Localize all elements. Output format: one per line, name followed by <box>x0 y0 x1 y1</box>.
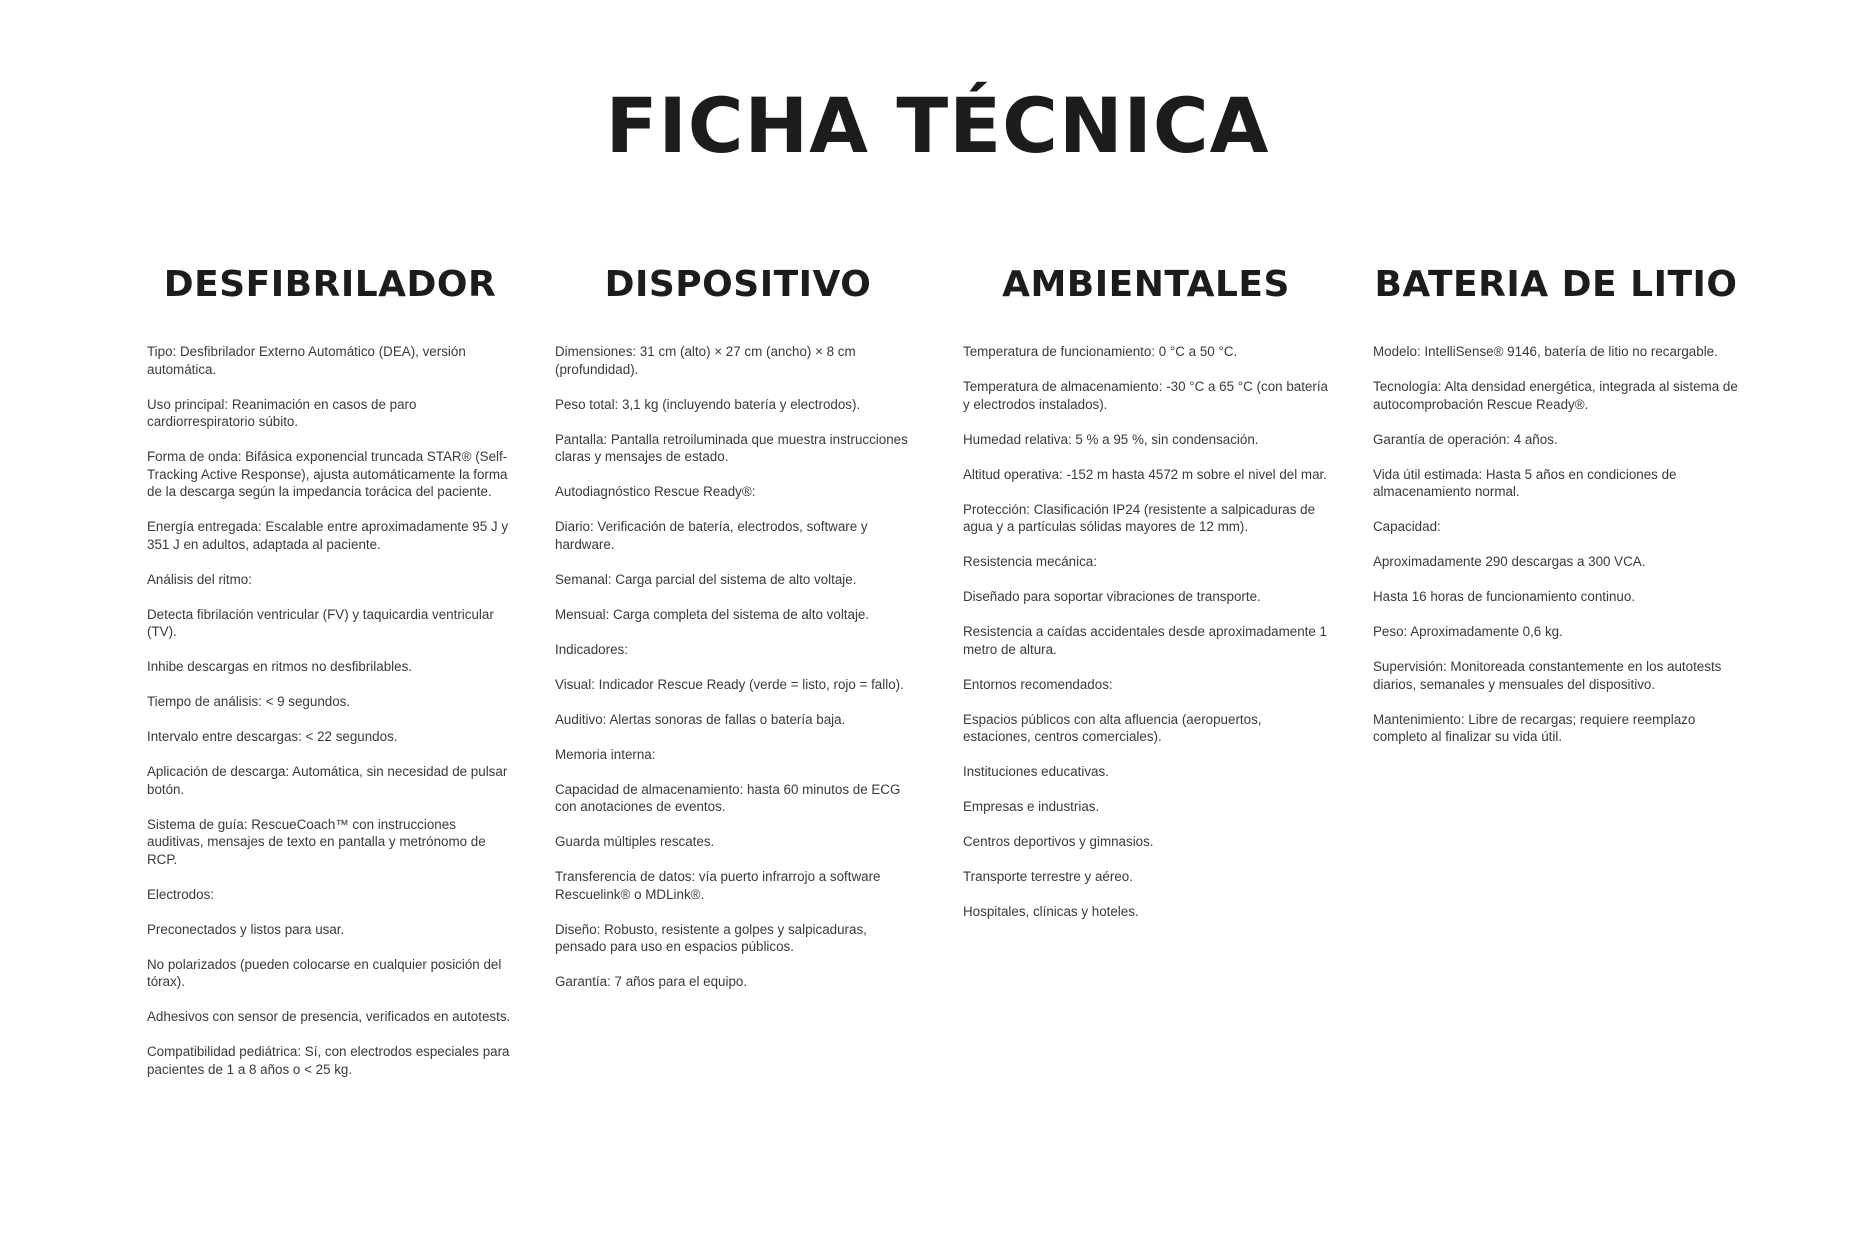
column-ambientales <box>963 264 1329 938</box>
spec-item: Mantenimiento: Libre de recargas; requiere reemplazo completo al finalizar su vida útil. <box>1373 711 1696 744</box>
spec-item: Espacios públicos con alta afluencia (aeropuertos, estaciones, centros comerciales). <box>963 711 1262 744</box>
spec-item: Diseño: Robusto, resistente a golpes y salpicaduras, pensado para uso en espacios públicos. <box>555 921 867 954</box>
spec-item: Vida útil estimada: Hasta 5 años en condiciones de almacenamiento normal. <box>1373 466 1677 499</box>
spec-item: Garantía: 7 años para el equipo. <box>555 974 748 989</box>
spec-item: Resistencia mecánica: <box>963 554 1097 569</box>
spec-item: Preconectados y listos para usar. <box>147 921 345 937</box>
spec-item: Visual: Indicador Rescue Ready (verde = listo, rojo = fallo). <box>555 676 904 692</box>
column-heading: DISPOSITIVO <box>604 264 872 305</box>
spec-item: Análisis del ritmo: <box>147 571 252 587</box>
column-heading: AMBIENTALES <box>1002 264 1290 305</box>
column-heading: BATERIA DE LITIO <box>1374 264 1738 305</box>
spec-list <box>963 343 1329 921</box>
spec-item: Mensual: Carga completa del sistema de alto voltaje. <box>555 606 870 622</box>
spec-item: Detecta fibrilación ventricular (FV) y taquicardia ventricular (TV). <box>147 606 494 639</box>
spec-list <box>1373 343 1739 746</box>
spec-item: Compatibilidad pediátrica: Sí, con electrodos especiales para pacientes de 1 a 8 años o < 25 kg. <box>147 1044 510 1077</box>
spec-item: Peso total: 3,1 kg (incluyendo batería y electrodos). <box>555 396 861 412</box>
spec-item: Peso: Aproximadamente 0,6 kg. <box>1373 624 1563 639</box>
spec-item: Energía entregada: Escalable entre aproximadamente 95 J y 351 J en adultos, adaptada al paciente. <box>147 519 509 552</box>
spec-item: Protección: Clasificación IP24 (resistente a salpicaduras de agua y a partículas sólidas mayores de 12 mm). <box>963 501 1316 534</box>
spec-list <box>147 343 513 1078</box>
spec-item: No polarizados (pueden colocarse en cualquier posición del tórax). <box>147 956 502 989</box>
spec-item: Modelo: IntelliSense® 9146, batería de litio no recargable. <box>1373 344 1718 359</box>
spec-item: Pantalla: Pantalla retroiluminada que muestra instrucciones claras y mensajes de estado. <box>555 431 908 464</box>
spec-item: Supervisión: Monitoreada constantemente en los autotests diarios, semanales y mensuales del dispositivo. <box>1373 659 1722 692</box>
spec-item: Transferencia de datos: vía puerto infrarrojo a software Rescuelink® o MDLink®. <box>555 869 881 902</box>
spec-item: Transporte terrestre y aéreo. <box>963 869 1133 884</box>
spec-item: Resistencia a caídas accidentales desde aproximadamente 1 metro de altura. <box>963 624 1327 657</box>
spec-item: Adhesivos con sensor de presencia, verificados en autotests. <box>147 1009 511 1024</box>
spec-item: Autodiagnóstico Rescue Ready®: <box>555 484 756 499</box>
spec-item: Forma de onda: Bifásica exponencial truncada STAR® (Self-Tracking Active Response), ajusta automáticamente la forma de la descarga según la impedancia torácica del paciente. <box>147 449 508 499</box>
spec-item: Instituciones educativas. <box>963 764 1109 779</box>
spec-item: Guarda múltiples rescates. <box>555 834 715 849</box>
spec-item: Diseñado para soportar vibraciones de transporte. <box>963 589 1261 604</box>
spec-item: Tecnología: Alta densidad energética, integrada al sistema de autocomprobación Rescue Ready®. <box>1373 379 1738 412</box>
spec-item: Intervalo entre descargas: < 22 segundos. <box>147 729 398 744</box>
spec-item: Tipo: Desfibrilador Externo Automático (DEA), versión automática. <box>147 344 466 377</box>
column-desfibrilador <box>147 264 513 1096</box>
spec-item: Temperatura de almacenamiento: -30 °C a 65 °C (con batería y electrodos instalados). <box>963 379 1329 412</box>
spec-item: Diario: Verificación de batería, electrodos, software y hardware. <box>555 519 868 552</box>
spec-item: Hasta 16 horas de funcionamiento continuo. <box>1373 589 1636 604</box>
spec-list <box>555 343 921 991</box>
spec-item: Electrodos: <box>147 886 214 902</box>
spec-item: Capacidad: <box>1373 519 1441 534</box>
spec-item: Aproximadamente 290 descargas a 300 VCA. <box>1373 554 1646 569</box>
spec-item: Inhibe descargas en ritmos no desfibrilables. <box>147 659 412 674</box>
spec-item: Hospitales, clínicas y hoteles. <box>963 904 1139 919</box>
spec-item: Altitud operativa: -152 m hasta 4572 m sobre el nivel del mar. <box>963 466 1327 482</box>
spec-item: Sistema de guía: RescueCoach™ con instrucciones auditivas, mensajes de texto en pantalla y metrónomo de RCP. <box>147 816 486 867</box>
spec-item: Garantía de operación: 4 años. <box>1373 431 1558 447</box>
spec-item: Dimensiones: 31 cm (alto) × 27 cm (ancho) × 8 cm (profundidad). <box>555 344 856 377</box>
spec-item: Temperatura de funcionamiento: 0 °C a 50 °C. <box>963 344 1238 359</box>
column-dispositivo <box>555 264 921 1008</box>
spec-item: Semanal: Carga parcial del sistema de alto voltaje. <box>555 571 857 587</box>
spec-item: Indicadores: <box>555 641 628 657</box>
spec-item: Centros deportivos y gimnasios. <box>963 834 1154 849</box>
spec-item: Capacidad de almacenamiento: hasta 60 minutos de ECG con anotaciones de eventos. <box>555 781 901 814</box>
column-heading: DESFIBRILADOR <box>163 264 497 305</box>
page-title: FICHA TÉCNICA <box>605 81 1270 170</box>
spec-item: Humedad relativa: 5 % a 95 %, sin condensación. <box>963 431 1259 447</box>
spec-item: Memoria interna: <box>555 746 656 762</box>
spec-item: Empresas e industrias. <box>963 799 1100 814</box>
column-bateria-de-litio <box>1373 264 1739 763</box>
spec-item: Uso principal: Reanimación en casos de paro cardiorrespiratorio súbito. <box>147 396 417 429</box>
spec-item: Auditivo: Alertas sonoras de fallas o batería baja. <box>555 711 846 727</box>
spec-item: Tiempo de análisis: < 9 segundos. <box>147 694 351 709</box>
spec-item: Entornos recomendados: <box>963 676 1113 692</box>
spec-item: Aplicación de descarga: Automática, sin necesidad de pulsar botón. <box>147 764 508 797</box>
